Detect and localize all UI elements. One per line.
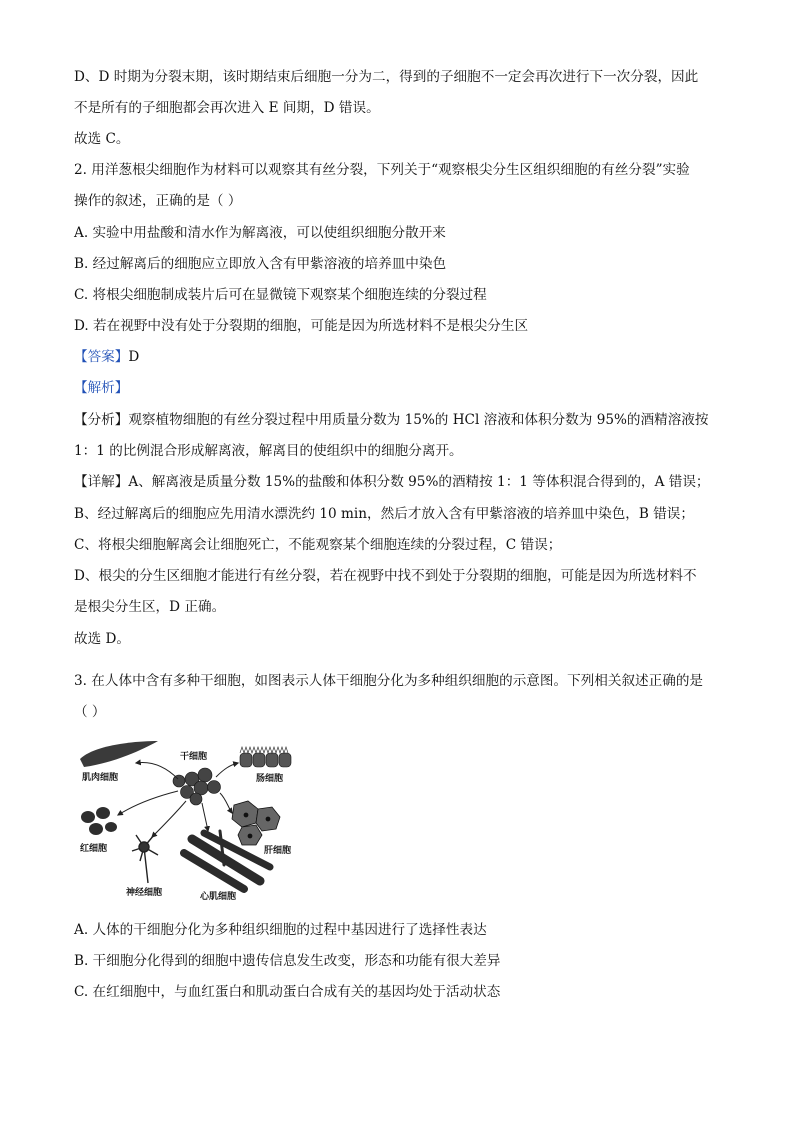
q2-detail-a [74,473,710,491]
q2-detail-d-line1: D、根尖的分生区细胞才能进行有丝分裂，若在视野中找不到处于分裂期的细胞，可能是因为所选材料不 [74,568,697,584]
intestinal-cells [240,747,291,767]
prev-choice: 故选 C。 [74,131,130,147]
stem-cell-differentiation-figure [74,735,309,903]
prev-option-d-line2: 不是所有的子细胞都会再次进入 E 间期，D 错误。 [74,100,380,116]
detail-a-text: A、解离液是质量分数 15%的盐酸和体积分数 95%的酒精按 1：1 等体积混合得到的，A 错误； [128,474,710,490]
label-liver-cell: 肝细胞 [264,846,292,856]
nerve-cell [132,835,158,883]
q2-choice: 故选 D。 [74,631,131,647]
label-red-blood-cell: 红细胞 [80,844,108,854]
q3-stem-line2: （ ） [74,704,106,720]
q3-option-b: B. 干细胞分化得到的细胞中遗传信息发生改变，形态和功能有很大差异 [74,953,501,969]
q2-option-a: A. 实验中用盐酸和清水作为解离液，可以使组织细胞分散开来 [74,225,446,241]
q2-stem-line2: 操作的叙述，正确的是（ ） [74,193,242,209]
q2-fenxi-line2: 1：1 的比例混合形成解离液，解离目的使组织中的细胞分离开。 [74,443,463,459]
detail-tag: 【详解】 [74,474,129,490]
red-blood-cells [81,807,117,835]
answer-value: D [128,349,140,365]
q3-option-c: C. 在红细胞中，与血红蛋白和肌动蛋白合成有关的基因均处于活动状态 [74,984,501,1000]
stem-cell-cluster [173,768,221,805]
label-stem-cell: 干细胞 [180,752,208,762]
q2-option-b: B. 经过解离后的细胞应立即放入含有甲紫溶液的培养皿中染色 [74,256,447,272]
answer-tag: 【答案】 [74,349,129,365]
q2-fenxi-line1 [74,411,708,429]
differentiation-arrows [118,763,238,837]
q2-analysis-tag: 【解析】 [74,380,129,396]
q2-detail-c: C、将根尖细胞解离会让细胞死亡，不能观察某个细胞连续的分裂过程，C 错误； [74,537,562,553]
label-intestinal-cell: 肠细胞 [256,774,284,784]
label-nerve-cell: 神经细胞 [126,888,163,898]
label-muscle-cell: 肌肉细胞 [82,773,119,783]
q2-detail-b: B、经过解离后的细胞应先用清水漂洗约 10 min，然后才放入含有甲紫溶液的培养皿中染色，B 错误； [74,506,694,522]
prev-option-d-line1: D、D 时期为分裂末期，该时期结束后细胞一分为二，得到的子细胞不一定会再次进行下一次分裂，因此 [74,69,699,85]
fenxi-tag: 【分析】 [74,412,129,428]
q3-option-a: A. 人体的干细胞分化为多种组织细胞的过程中基因进行了选择性表达 [74,922,487,938]
fenxi-text: 观察植物细胞的有丝分裂过程中用质量分数为 15%的 HCl 溶液和体积分数为 95%的酒精溶液按 [128,412,709,428]
q2-stem-line1: 2. 用洋葱根尖细胞作为材料可以观察其有丝分裂，下列关于“观察根尖分生区组织细胞的有丝分裂”实验 [74,162,690,178]
q3-stem-line1: 3. 在人体中含有多种干细胞，如图表示人体干细胞分化为多种组织细胞的示意图。下列相关叙述正确的是 [74,673,704,689]
q2-option-d: D. 若在视野中没有处于分裂期的细胞，可能是因为所选材料不是根尖分生区 [74,318,529,334]
q2-detail-d-line2: 是根尖分生区，D 正确。 [74,599,226,615]
liver-cells [232,801,280,845]
q2-answer [74,348,139,366]
q2-option-c: C. 将根尖细胞制成装片后可在显微镜下观察某个细胞连续的分裂过程 [74,287,487,303]
label-cardiac-cell: 心肌细胞 [200,892,237,902]
